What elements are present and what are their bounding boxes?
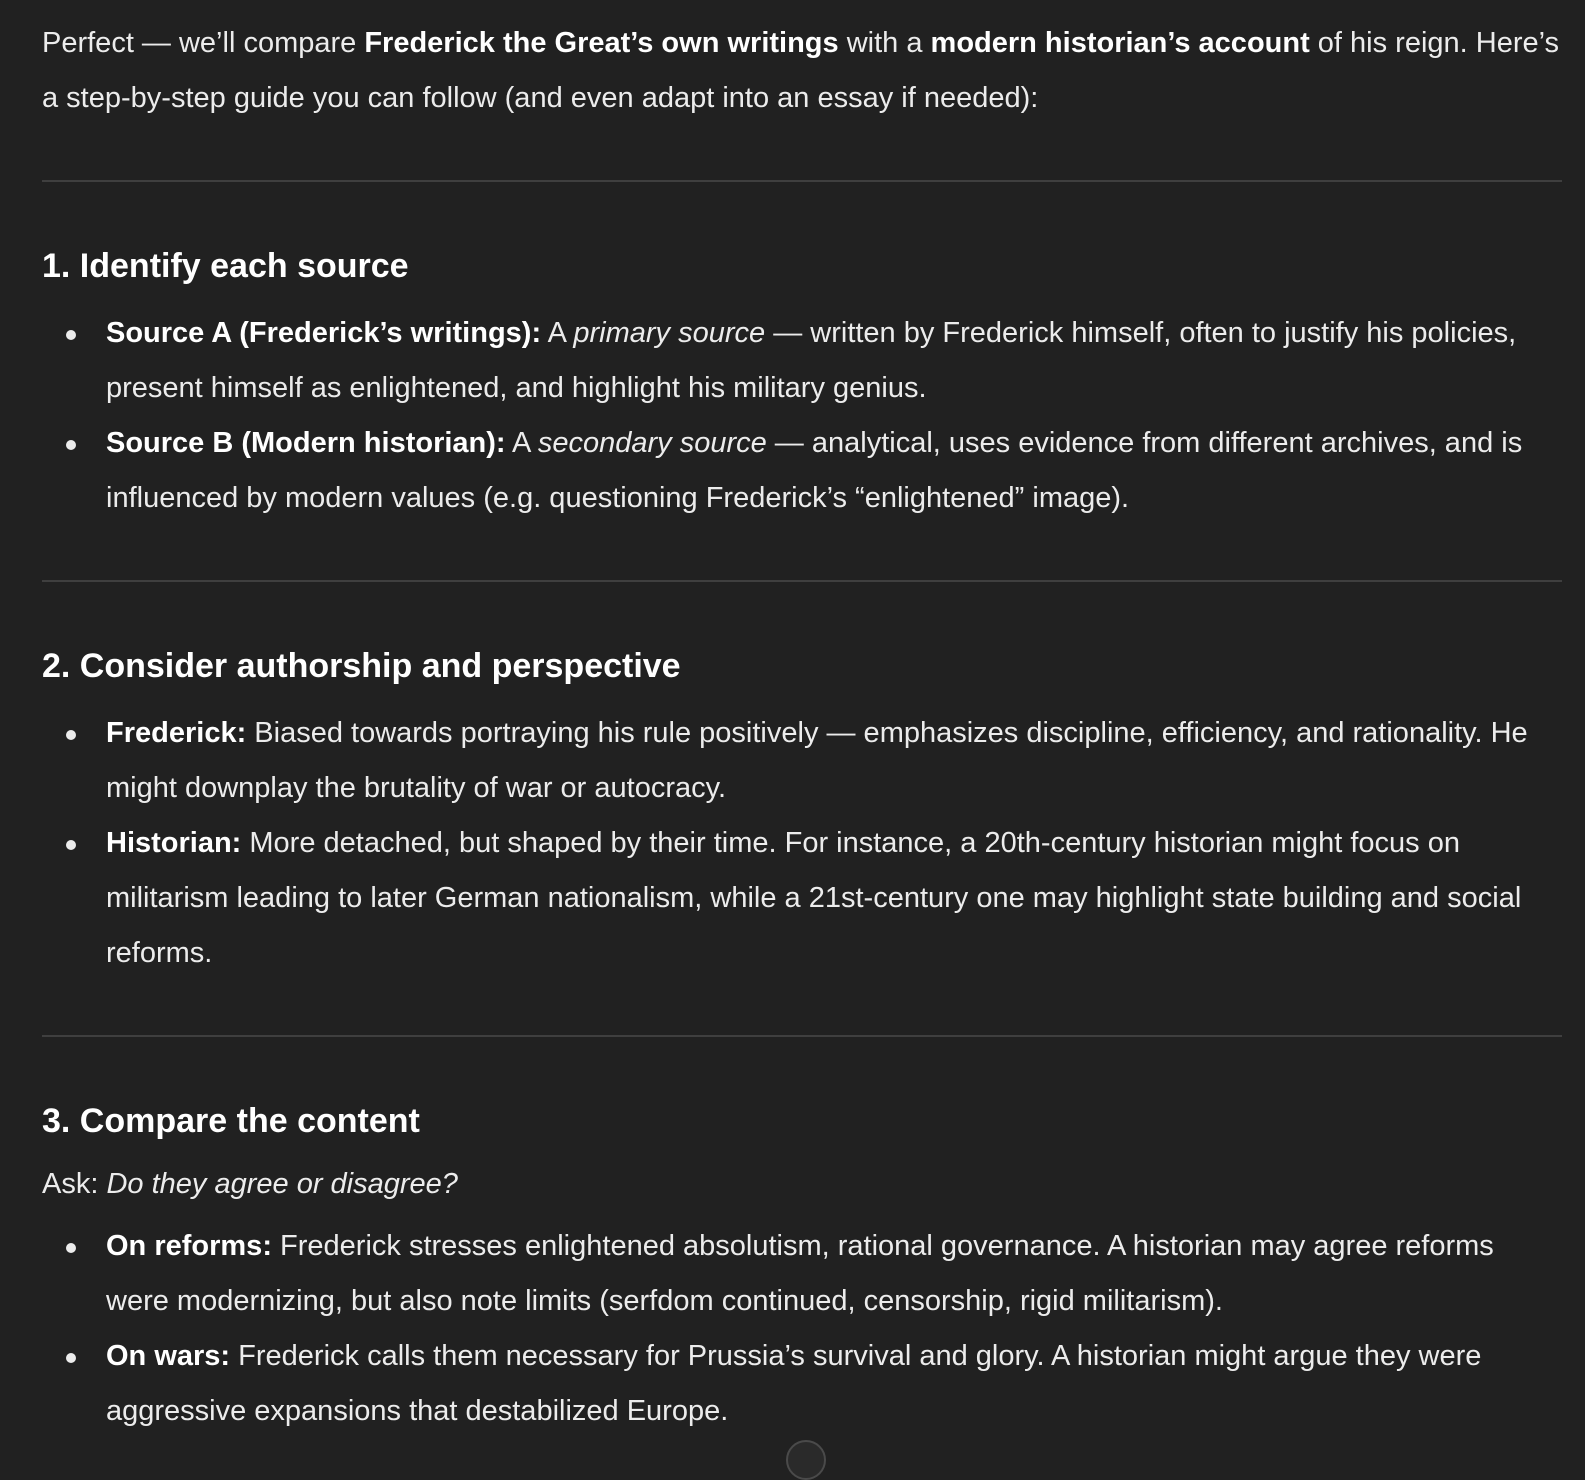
bullet-icon bbox=[66, 840, 76, 850]
list-item bbox=[42, 816, 1562, 981]
bullet-icon bbox=[66, 730, 76, 740]
divider bbox=[42, 180, 1562, 182]
bullet-list-compare bbox=[42, 1219, 1562, 1439]
bullet-icon bbox=[66, 1353, 76, 1363]
intro-text-2: with a bbox=[838, 27, 931, 59]
list-item bbox=[42, 416, 1562, 526]
bullet-icon bbox=[66, 330, 76, 340]
bullet-text: A bbox=[505, 427, 538, 459]
bullet-italic: secondary source bbox=[537, 427, 767, 459]
bullet-icon bbox=[66, 1243, 76, 1253]
bullet-text: Frederick calls them necessary for Prussia’s survival and glory. A historian might argue they were aggressive expansions that destabilized Europe. bbox=[106, 1340, 1482, 1427]
scroll-down-button[interactable] bbox=[786, 1440, 826, 1480]
bullet-text: — written by Frederick himself, often to justify his policies, present himself as enlightened, and highlight his military genius. bbox=[106, 317, 1517, 404]
bullet-list-authorship bbox=[42, 706, 1562, 981]
ask-line bbox=[42, 1157, 1562, 1212]
ask-label: Ask: bbox=[42, 1168, 107, 1200]
intro-text-1: Perfect — we’ll compare bbox=[42, 27, 365, 59]
list-item bbox=[42, 706, 1562, 816]
divider bbox=[42, 580, 1562, 582]
bullet-text: Biased towards portraying his rule positively — emphasizes discipline, efficiency, and rationality. He might downplay the brutality of war or autocracy. bbox=[106, 717, 1528, 804]
intro-text-3: of his reign. Here’s a step-by-step guide you can follow (and even adapt into an essay if needed): bbox=[42, 27, 1560, 114]
bullet-italic: primary source bbox=[573, 317, 766, 349]
list-item bbox=[42, 1219, 1562, 1329]
bullet-bold-label: Source A (Frederick’s writings): bbox=[106, 317, 542, 349]
bullet-text: Frederick stresses enlightened absolutism, rational governance. A historian may agree reforms were modernizing, but also note limits (serfdom continued, censorship, rigid militarism). bbox=[106, 1230, 1494, 1317]
bullet-text: A bbox=[541, 317, 574, 349]
bullet-bold-label: Source B (Modern historian): bbox=[106, 427, 506, 459]
bullet-bold-label: Frederick: bbox=[106, 717, 247, 749]
bullet-list-identify bbox=[42, 306, 1562, 526]
section-heading-identify: 1. Identify each source bbox=[42, 247, 409, 285]
list-item bbox=[42, 306, 1562, 416]
intro-bold-1: Frederick the Great’s own writings bbox=[364, 27, 839, 59]
bullet-text: — analytical, uses evidence from different archives, and is influenced by modern values (e.g. questioning Frederick’s “enlightened” image). bbox=[106, 427, 1523, 514]
intro-paragraph bbox=[42, 16, 1562, 126]
assistant-message bbox=[42, 16, 1562, 1439]
section-heading-authorship: 2. Consider authorship and perspective bbox=[42, 647, 681, 685]
list-item bbox=[42, 1329, 1562, 1439]
section-heading-compare: 3. Compare the content bbox=[42, 1102, 420, 1140]
intro-bold-2: modern historian’s account bbox=[930, 27, 1310, 59]
bullet-bold-label: On reforms: bbox=[106, 1230, 272, 1262]
bullet-bold-label: Historian: bbox=[106, 827, 242, 859]
bullet-bold-label: On wars: bbox=[106, 1340, 231, 1372]
bullet-text: More detached, but shaped by their time. For instance, a 20th-century historian might focus on militarism leading to later German nationalism, while a 21st-century one may highlight state building and social reforms. bbox=[106, 827, 1522, 969]
divider bbox=[42, 1035, 1562, 1037]
bullet-icon bbox=[66, 440, 76, 450]
ask-question: Do they agree or disagree? bbox=[106, 1168, 458, 1200]
